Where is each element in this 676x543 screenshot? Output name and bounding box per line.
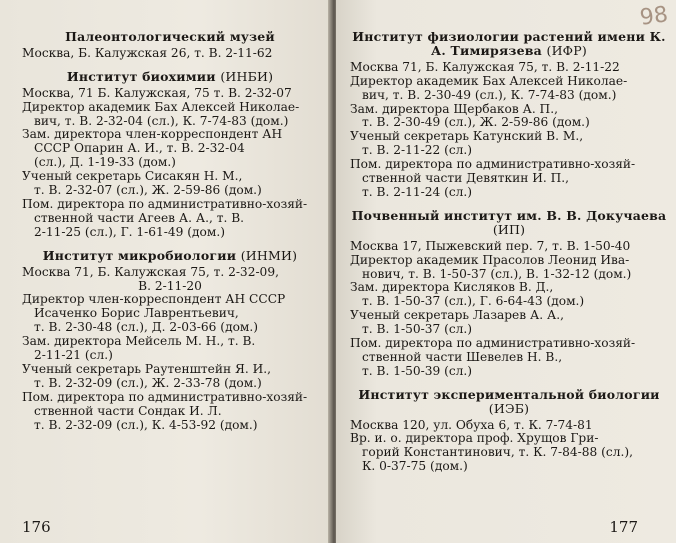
entry-line: Вр. и. о. директора проф. Хрущов Гри- <box>350 431 599 446</box>
right-entries <box>350 30 668 474</box>
entry-title <box>350 209 668 237</box>
entry-line: т. В. 1-50-37 (сл.) <box>362 322 473 337</box>
entry-line: СССР Опарин А. И., т. В. 2-32-04 <box>34 141 245 156</box>
entry-abbreviation: (ИП) <box>492 221 526 237</box>
entry-title-text: Почвенный институт им. В. В. Докучаева <box>351 207 667 223</box>
entry-line: Москва, 71 Б. Калужская, 75 т. В. 2-32-07 <box>22 85 292 100</box>
entry-abbreviation: (ИЭБ) <box>488 400 530 416</box>
directory-entry <box>350 388 668 474</box>
entry-title-text: Институт физиологии растений имени К. А. Тимирязева <box>352 29 666 58</box>
entry-line: т. В. 2-32-07 (сл.), Ж. 2-59-86 (дом.) <box>34 183 262 198</box>
entry-abbreviation: (ИНМИ) <box>240 247 298 263</box>
right-page <box>336 0 676 543</box>
entry-line: Зам. директора Мейсель М. Н., т. В. <box>22 334 256 349</box>
entry-line: вич, т. В. 2-32-04 (сл.), К. 7-74-83 (дом.) <box>34 113 289 128</box>
entry-line: Ученый секретарь Лазарев А. А., <box>350 308 564 323</box>
entry-line: т. В. 2-11-22 (сл.) <box>362 143 473 158</box>
entry-line: Директор академик Бах Алексей Николае- <box>350 73 628 88</box>
entry-title <box>350 388 668 416</box>
entry-title-text: Институт биохимии <box>66 68 216 84</box>
directory-entry <box>22 249 318 433</box>
directory-entry <box>350 209 668 379</box>
entry-line: т. В. 1-50-39 (сл.) <box>362 363 473 378</box>
entry-title-text: Палеонтологический музей <box>65 29 275 44</box>
directory-entry <box>22 30 318 61</box>
entry-line: 2-11-21 (сл.) <box>34 348 113 363</box>
entry-line: нович, т. В. 1-50-37 (сл.), В. 1-32-12 (дом.) <box>362 266 632 281</box>
left-entries <box>22 30 318 432</box>
entry-title <box>22 30 318 44</box>
handwritten-page-mark: 98 <box>638 2 670 31</box>
left-page <box>0 0 332 543</box>
entry-line: т. В. 2-32-09 (сл.), К. 4-53-92 (дом.) <box>34 417 258 432</box>
entry-title <box>22 249 318 263</box>
entry-line: Москва 71, Б. Калужская 75, т. В. 2-11-22 <box>350 59 620 74</box>
entry-line: Москва 17, Пыжевский пер. 7, т. В. 1-50-40 <box>350 238 631 253</box>
entry-line: Пом. директора по административно-хозяй- <box>350 336 636 351</box>
entry-line: Ученый секретарь Сисакян Н. М., <box>22 169 243 184</box>
entry-line: т. В. 2-11-24 (сл.) <box>362 184 473 199</box>
entry-line: Пом. директора по административно-хозяй- <box>22 389 308 404</box>
entry-line: Пом. директора по административно-хозяй- <box>350 157 636 172</box>
entry-line: т. В. 2-30-49 (сл.), Ж. 2-59-86 (дом.) <box>362 115 590 130</box>
entry-line: Зам. директора Щербаков А. П., <box>350 101 558 116</box>
page-number-right: 177 <box>609 518 638 537</box>
directory-entry <box>22 70 318 240</box>
entry-abbreviation: (ИНБИ) <box>220 68 274 84</box>
entry-line: ственной части Агеев А. А., т. В. <box>34 210 245 225</box>
entry-line: К. 0-37-75 (дом.) <box>362 459 468 474</box>
entry-line: горий Константинович, т. К. 7-84-88 (сл.), <box>362 445 633 460</box>
entry-line: 2-11-25 (сл.), Г. 1-61-49 (дом.) <box>34 224 225 239</box>
entry-title <box>350 30 668 58</box>
page-number-left: 176 <box>22 518 51 537</box>
entry-title-text: Институт микробиологии <box>42 247 237 263</box>
entry-line: Ученый секретарь Раутенштейн Я. И., <box>22 361 271 376</box>
entry-line: Директор член-корреспондент АН СССР <box>22 292 286 307</box>
entry-line: Пом. директора по административно-хозяй- <box>22 196 308 211</box>
entry-line: т. В. 1-50-37 (сл.), Г. 6-64-43 (дом.) <box>362 294 585 309</box>
entry-line: Ученый секретарь Катунский В. М., <box>350 129 584 144</box>
entry-line: В. 2-11-20 <box>138 278 202 293</box>
entry-line: вич, т. В. 2-30-49 (сл.), К. 7-74-83 (дом.) <box>362 87 617 102</box>
directory-entry <box>350 30 668 200</box>
entry-line: т. В. 2-30-48 (сл.), Д. 2-03-66 (дом.) <box>34 320 259 335</box>
entry-line: ственной части Шевелев Н. В., <box>362 349 563 364</box>
entry-line: Директор академик Прасолов Леонид Ива- <box>350 252 630 267</box>
entry-line: Москва 120, ул. Обуха 6, т. К. 7-74-81 <box>350 417 593 432</box>
entry-line: т. В. 2-32-09 (сл.), Ж. 2-33-78 (дом.) <box>34 375 262 390</box>
entry-line: Москва 71, Б. Калужская 75, т. 2-32-09, <box>22 264 279 279</box>
entry-title <box>22 70 318 84</box>
entry-title-text: Институт экспериментальной биологии <box>358 386 660 402</box>
entry-line: Исаченко Борис Лаврентьевич, <box>34 306 239 321</box>
entry-abbreviation: (ИФР) <box>546 42 587 58</box>
entry-line: Зам. директора Кисляков В. Д., <box>350 280 554 295</box>
entry-line: Зам. директора член-корреспондент АН <box>22 127 283 142</box>
entry-line: Москва, Б. Калужская 26, т. В. 2-11-62 <box>22 45 273 60</box>
entry-line: ственной части Девяткин И. П., <box>362 171 570 186</box>
entry-line: ственной части Сондак И. Л. <box>34 403 222 418</box>
entry-line: (сл.), Д. 1-19-33 (дом.) <box>34 155 176 170</box>
entry-line: Директор академик Бах Алексей Николае- <box>22 99 300 114</box>
